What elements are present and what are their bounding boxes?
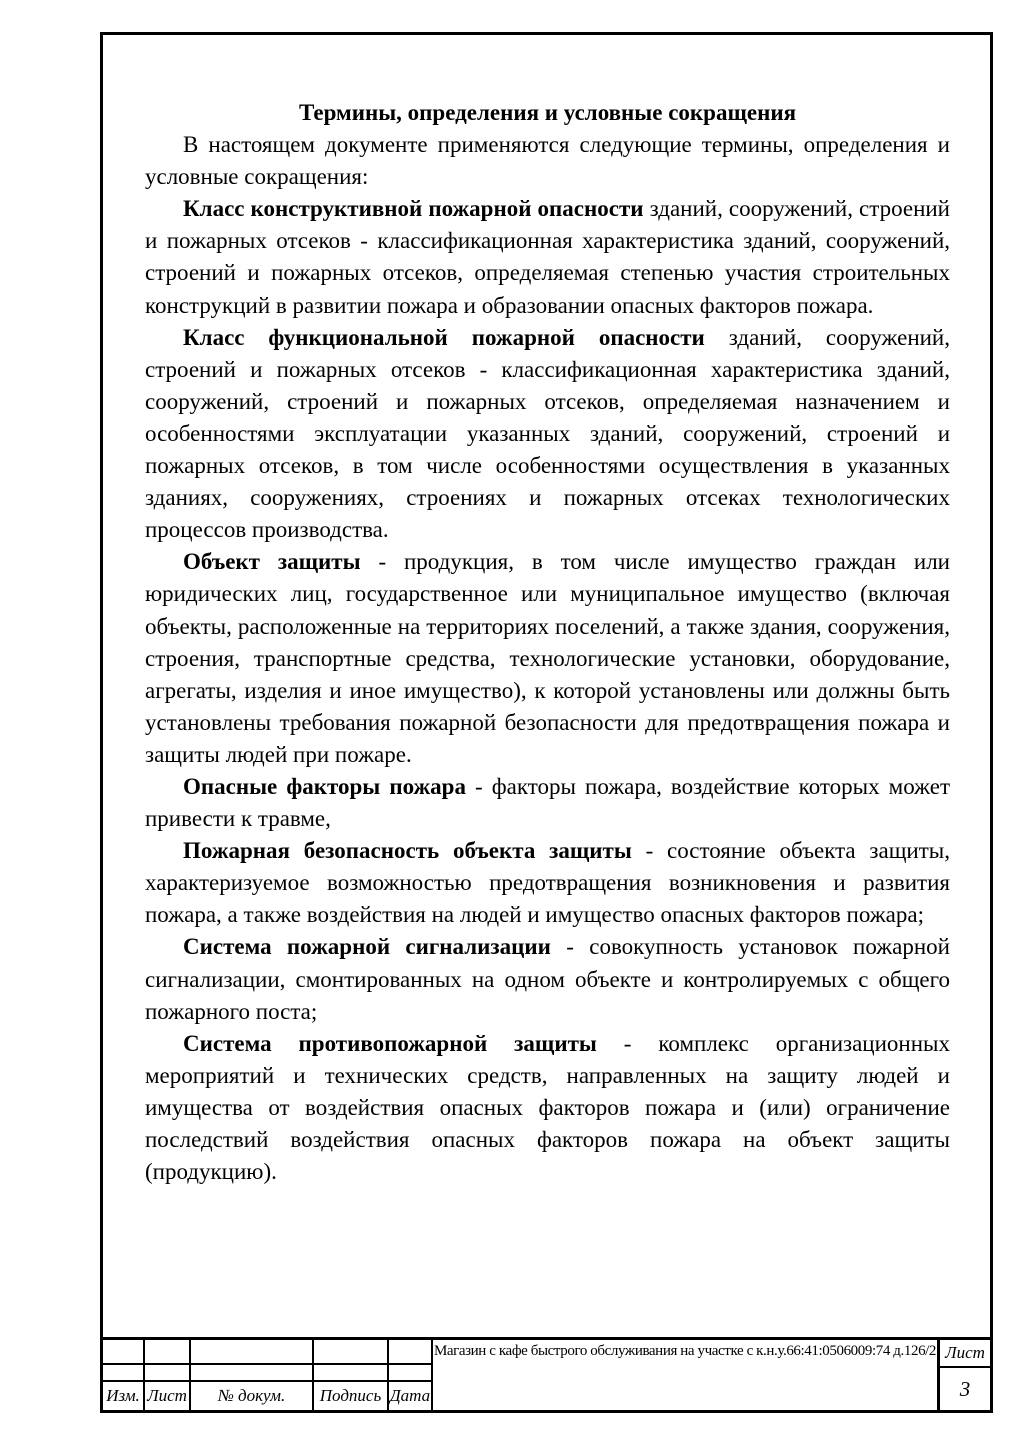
page-frame — [100, 32, 993, 1413]
col-label-data: Дата — [389, 1386, 431, 1405]
definition-paragraph — [145, 771, 950, 835]
empty-cell — [145, 1365, 189, 1382]
empty-cell — [389, 1365, 431, 1382]
term-bold: Система противопожарной защиты — [183, 1030, 597, 1056]
sheet-number: 3 — [959, 1376, 971, 1401]
sheet-cell — [940, 1340, 990, 1410]
definition-text: - совокупность установок пожарной сигнализации, смонтированных на одном объекте и контролируемых с общего пожарного поста; — [145, 934, 950, 1024]
titleblock-col-podpis — [314, 1340, 389, 1410]
term-bold: Объект защиты — [183, 549, 361, 575]
definition-text: зданий, сооружений, строений и пожарных отсеков - классификационная характеристика зданий, сооружений, строений и пожарных отсеков, определяемая назначением и особенностями эксплуатации указанных зданий, сооружений, строений и пожарных отсеков, в том числе особенностями осуществления в указанных зданиях, сооружениях, строениях и пожарных отсеках технологических процессов производства. — [145, 324, 950, 543]
title-block — [103, 1337, 990, 1410]
empty-cell — [314, 1365, 387, 1382]
empty-cell — [314, 1340, 387, 1365]
empty-cell — [191, 1365, 312, 1382]
empty-cell — [103, 1365, 143, 1382]
titleblock-col-list — [145, 1340, 191, 1410]
sheet-label: Лист — [940, 1340, 990, 1368]
definition-paragraph — [145, 931, 950, 1027]
project-name: Магазин с кафе быстрого обслуживания на участке с к.н.у.66:41:0506009:74 д.126/2 — [433, 1343, 937, 1359]
definition-paragraph — [145, 193, 950, 321]
definition-paragraph — [145, 835, 950, 931]
empty-cell — [191, 1340, 312, 1365]
document-title: Термины, определения и условные сокращения — [298, 100, 797, 125]
definition-text: - состояние объекта защиты, характеризуемое возможностью предотвращения возникновения и развития пожара, а также воздействия на людей и имущество опасных факторов пожара; — [145, 838, 950, 928]
titleblock-col-ndoc — [191, 1340, 314, 1410]
col-label-podpis: Подпись — [319, 1386, 382, 1405]
intro-text: В настоящем документе применяются следующие термины, определения и условные сокращения: — [145, 132, 950, 190]
definition-text: зданий, сооружений, строений и пожарных отсеков - классификационная характеристика зданий, сооружений, строений и пожарных отсеков, определяемая степенью участия строительных конструкций в развитии пожара и образовании опасных факторов пожара. — [145, 196, 950, 318]
col-label-list: Лист — [147, 1386, 187, 1405]
term-bold: Класс конструктивной пожарной опасности — [183, 196, 644, 222]
col-label-ndoc: № докум. — [217, 1386, 286, 1405]
definition-text: - комплекс организационных мероприятий и технических средств, направленных на защиту людей и имущества от воздействия опасных факторов пожара и (или) ограничение последствий воздействия опасных факторов пожара на объект защиты (продукцию). — [145, 1030, 950, 1185]
definition-paragraph — [145, 322, 950, 547]
definition-paragraph — [145, 546, 950, 771]
project-name-cell — [433, 1340, 940, 1410]
intro-paragraph — [145, 129, 950, 193]
col-label-izm: Изм. — [106, 1386, 140, 1405]
empty-cell — [145, 1340, 189, 1365]
titleblock-col-data — [389, 1340, 433, 1410]
empty-cell — [389, 1340, 431, 1365]
term-bold: Система пожарной сигнализации — [183, 934, 551, 960]
term-bold: Пожарная безопасность объекта защиты — [183, 838, 632, 864]
titleblock-col-izm — [103, 1340, 145, 1410]
document-body — [145, 97, 950, 1188]
definition-text: - факторы пожара, воздействие которых может привести к травме, — [145, 773, 950, 832]
empty-cell — [103, 1340, 143, 1365]
term-bold: Опасные факторы пожара — [183, 773, 466, 799]
term-bold: Класс функциональной пожарной опасности — [183, 324, 705, 350]
definition-paragraph — [145, 1028, 950, 1188]
definition-text: - продукция, в том числе имущество граждан или юридических лиц, государственное или муниципальное имущество (включая объекты, расположенные на территориях поселений, а также здания, сооружения, строения, транспортные средства, технологические установки, оборудование, агрегаты, изделия и иное имущество), к которой установлены или должны быть установлены требования пожарной безопасности для предотвращения пожара и защиты людей при пожаре. — [145, 549, 950, 767]
